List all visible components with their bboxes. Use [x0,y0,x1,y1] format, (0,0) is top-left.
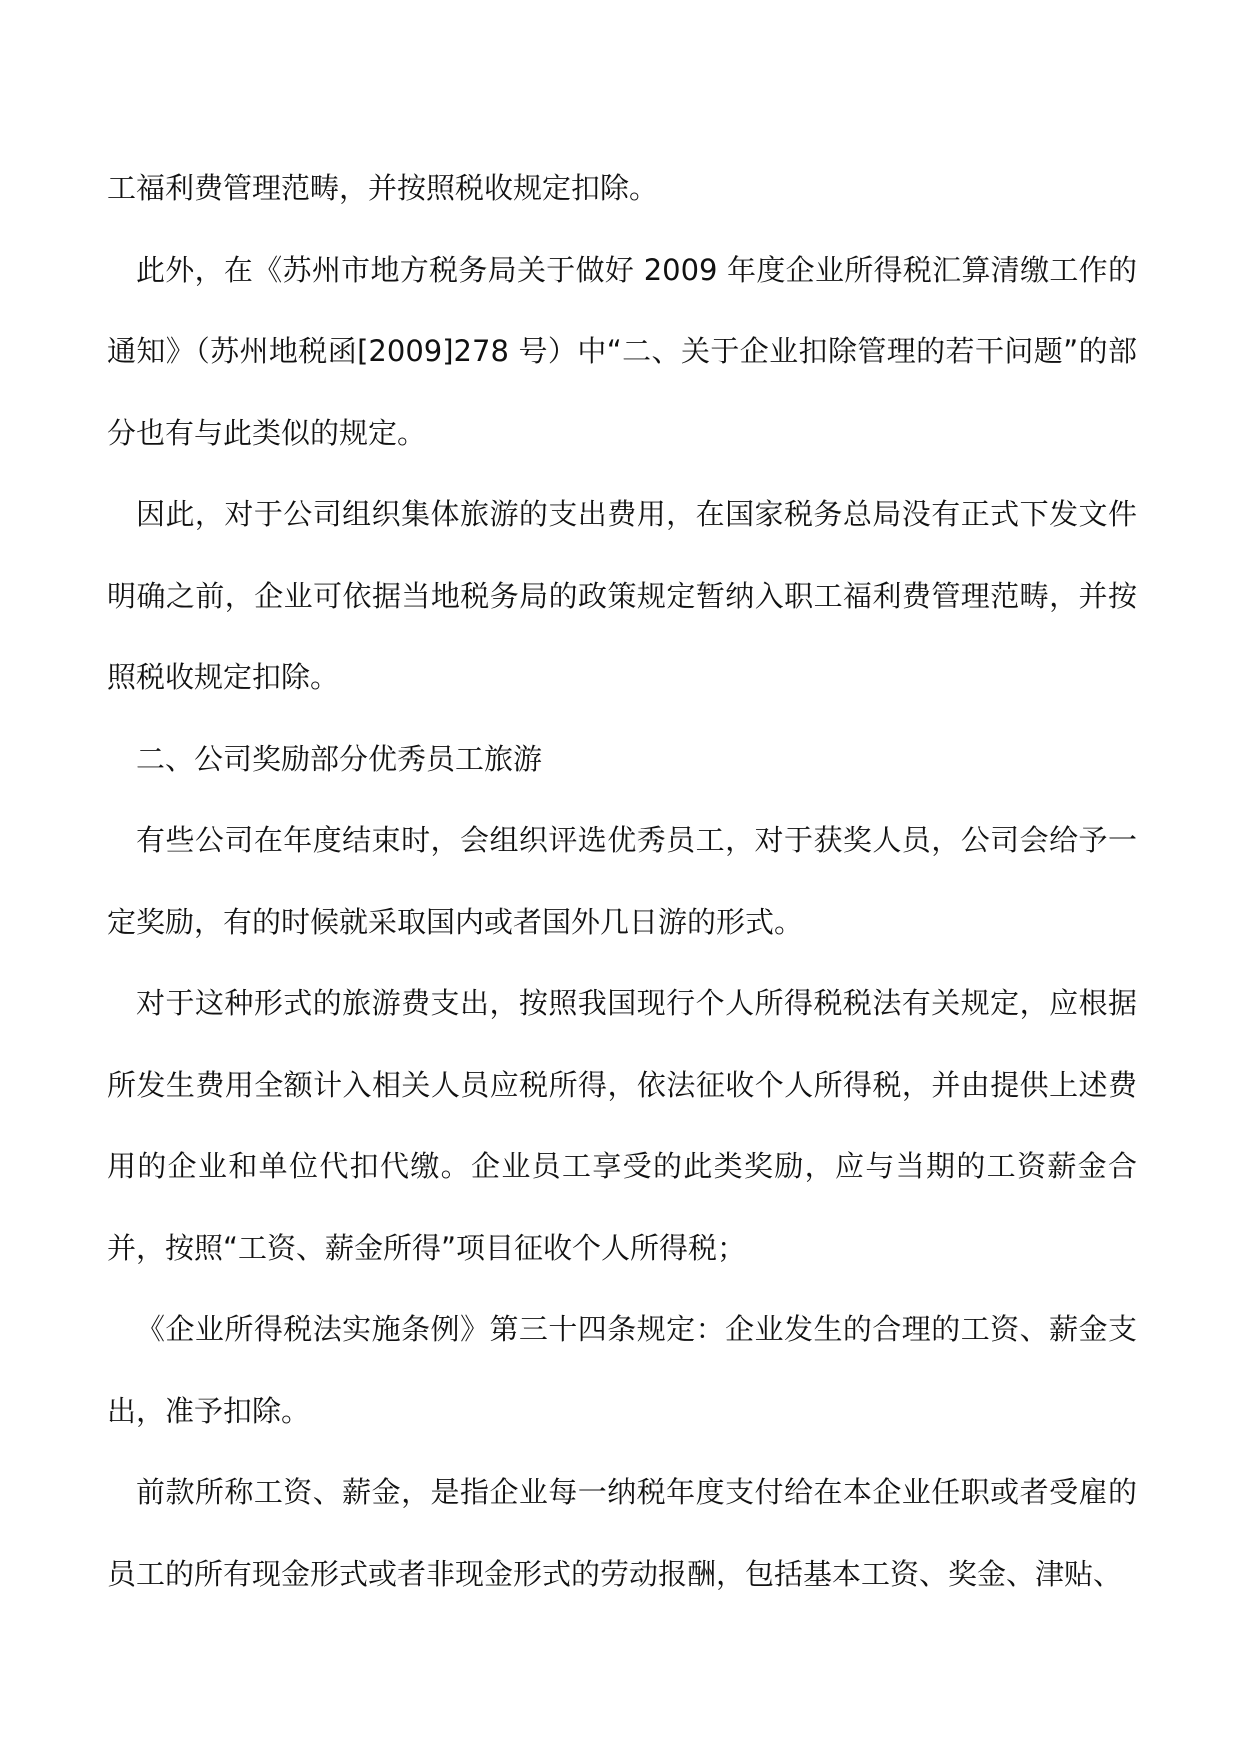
paragraph-income-tax: 对于这种形式的旅游费支出，按照我国现行个人所得税税法有关规定，应根据所发生费用全额计入相关人员应税所得，依法征收个人所得税，并由提供上述费用的企业和单位代扣代缴。企业员工享受的此类奖励，应与当期的工资薪金合并，按照“工资、薪金所得”项目征收个人所得税； [107,986,1137,1265]
paragraph-reward-travel: 有些公司在年度结束时，会组织评选优秀员工，对于获奖人员，公司会给予一定奖励，有的时候就采取国内或者国外几日游的形式。 [107,823,1137,939]
section-heading: 二、公司奖励部分优秀员工旅游 [136,741,543,776]
paragraph-suzhou-notice: 此外，在《苏州市地方税务局关于做好 2009 年度企业所得税汇算清缴工作的通知》（苏州地税函[2009]278 号）中“二、关于企业扣除管理的若干问题”的部分也有与此类似的规定。 [107,252,1137,450]
document-body [107,148,1137,1615]
paragraph-continuation: 工福利费管理范畴，并按照税收规定扣除。 [107,171,659,205]
paragraph-conclusion: 因此，对于公司组织集体旅游的支出费用，在国家税务总局没有正式下发文件明确之前，企业可依据当地税务局的政策规定暂纳入职工福利费管理范畴，并按照税收规定扣除。 [107,497,1137,694]
paragraph-wage-definition: 前款所称工资、薪金，是指企业每一纳税年度支付给在本企业任职或者受雇的员工的所有现金形式或者非现金形式的劳动报酬，包括基本工资、奖金、津贴、 [107,1475,1137,1591]
paragraph-regulation-article: 《企业所得税法实施条例》第三十四条规定：企业发生的合理的工资、薪金支出，准予扣除。 [107,1312,1137,1428]
